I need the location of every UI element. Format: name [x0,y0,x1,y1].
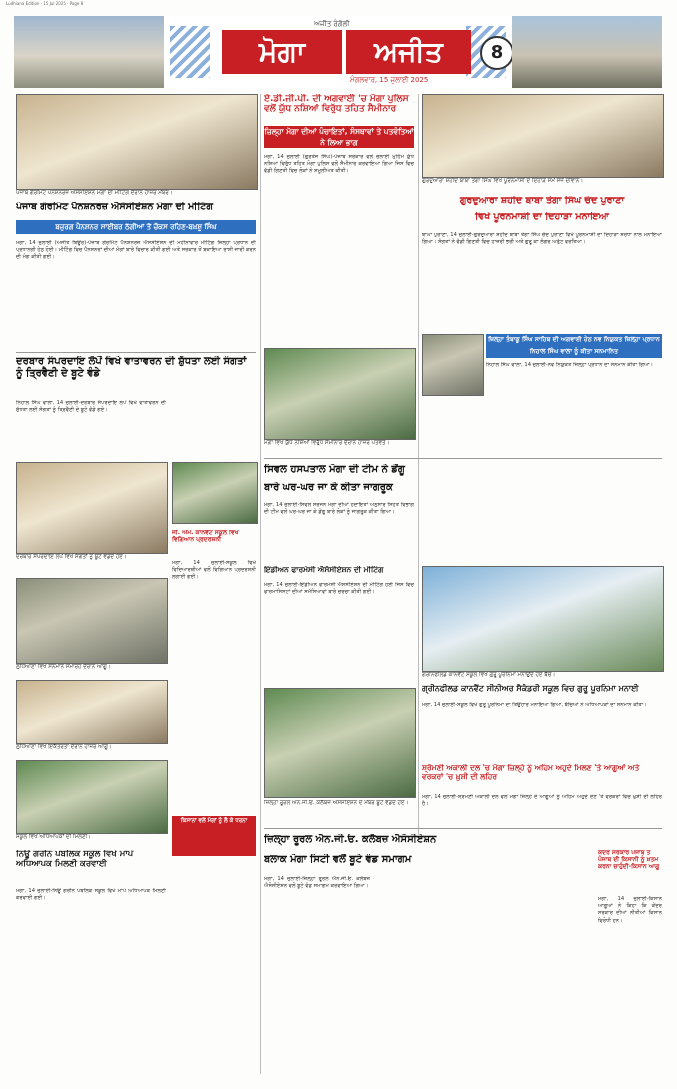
honour-body: ਨਿਹਾਲ ਸਿੰਘ ਵਾਲਾ, 14 ਜੁਲਾਈ-ਨਵ ਨਿਯੁਕਤ ਜ਼ਿਲ੍ਹਾ ਪ੍ਰਧਾਨ ਦਾ ਸਨਮਾਨ ਕੀਤਾ ਗਿਆ। [486,362,654,368]
page-number: 8 [480,36,514,70]
police-seminar-photo-caption: ਮੋਗਾ ਵਿਖੇ ਯੁੱਧ ਨਸ਼ਿਆਂ ਵਿਰੁੱਧ ਸੈਮੀਨਾਰ ਦੌਰਾਨ ਹਾਜ਼ਰ ਪਤਵੰਤੇ। [264,440,390,446]
police-seminar-headline: ਏ.ਡੀ.ਜੀ.ਪੀ. ਦੀ ਅਗਵਾਈ 'ਚ ਮੋਗਾ ਪੁਲਿਸ ਵਲੋਂ ਯੁੱਧ ਨਸ਼ਿਆਂ ਵਿਰੁੱਧ ਤਹਿਤ ਸੈਮੀਨਾਰ [264,94,409,115]
school-headline: ਗ੍ਰੀਨਫੀਲਡ ਕਾਨਵੈਂਟ ਸੀਨੀਅਰ ਸੈਕੰਡਰੀ ਸਕੂਲ ਵਿਚ ਗੁਰੂ ਪੂਰਨਿਮਾ ਮਨਾਈ [422,684,639,693]
column-divider [418,94,419,834]
school-photo [422,566,664,672]
school-body: ਮੋਗਾ, 14 ਜੁਲਾਈ-ਸਕੂਲ ਵਿਖੇ ਗੁਰੂ ਪੂਰਨਿਮਾ ਦਾ ਤਿਉਹਾਰ ਮਨਾਇਆ ਗਿਆ, ਬੱਚਿਆਂ ਨੇ ਅਧਿਆਪਕਾਂ ਦਾ ਸਨਮਾਨ ਕੀਤਾ। [422,702,647,708]
dengue-headline-line1: ਸਿਵਲ ਹਸਪਤਾਲ ਮੋਗਾ ਦੀ ਟੀਮ ਨੇ ਡੇਂਗੂ [264,464,405,475]
decorative-pattern [170,26,210,78]
masthead-photo-left [14,16,164,88]
tree-plantation-photo-caption: ਦਰਬਾਰ ਸੰਪਰਦਾਇ ਲੋਪੋਂ ਵਿਖੇ ਸੰਗਤਾਂ ਨੂੰ ਬੂਟੇ ਵੰਡਦੇ ਹੋਏ। [16,554,127,560]
tree-plantation-body: ਨਿਹਾਲ ਸਿੰਘ ਵਾਲਾ, 14 ਜੁਲਾਈ-ਦਰਬਾਰ ਸੰਪਰਦਾਇ ਲੋਪੋਂ ਵਿਖੇ ਵਾਤਾਵਰਨ ਦੀ ਸ਼ੁੱਧਤਾ ਲਈ ਸੰਗਤਾਂ ਨੂੰ ਤ੍ਰਿਵੈਣੀ ਦੇ ਬੂਟੇ ਵੰਡੇ ਗਏ। [16,400,166,414]
event-photo-1-caption: ਲੁਧਿਆਣਾ ਵਿਖੇ ਸਨਮਾਨ ਸਮਾਰੋਹ ਦੌਰਾਨ ਆਗੂ। [16,664,111,670]
masthead-title-left: ਮੋਗਾ [222,30,342,74]
pharma-headline: ਇੰਡੀਅਨ ਫਾਰਮੇਸੀ ਐਸੋਸੀਏਸ਼ਨ ਦੀ ਮੀਟਿੰਗ [264,566,384,574]
pharma-body: ਮੋਗਾ, 14 ਜੁਲਾਈ-ਇੰਡੀਅਨ ਫਾਰਮੇਸੀ ਐਸੋਸੀਏਸ਼ਨ ਦੀ ਮੀਟਿੰਗ ਹੋਈ ਜਿਸ ਵਿਚ ਫਾਰਮਾਸਿਸਟਾਂ ਦੀਆਂ ਸਮੱਸਿਆਵਾਂ ਬਾਰੇ ਚਰਚਾ ਕੀਤੀ ਗਈ। [264,582,414,596]
police-seminar-subhead: ਜ਼ਿਲ੍ਹਾ ਮੋਗਾ ਦੀਆਂ ਪੰਚਾਇਤਾਂ, ਸੰਸਥਾਵਾਂ ਤੇ ਪਤਵੰਤਿਆਂ ਨੇ ਲਿਆ ਭਾਗ [264,127,414,147]
pensioners-headline: ਪੰਜਾਬ ਗੌਰਮਿੰਟ ਪੈਨਸ਼ਨਰਜ਼ ਐਸੋਸੀਏਸ਼ਨ ਮੋਗਾ ਦੀ ਮੀਟਿੰਗ [16,202,213,212]
tree-plantation-photo-2 [172,462,258,524]
gurdwara-photo [422,94,664,178]
gurdwara-headline-line1: ਗੁਰਦੁਆਰਾ ਸ਼ਹੀਦ ਬਾਬਾ ਤੇਗਾ ਸਿੰਘ ਚੰਦ ਪੁਰਾਣਾ [459,196,625,206]
tree-plantation-photo [16,462,168,554]
event-photo-3-caption: ਸਕੂਲ ਵਿਖੇ ਅਧਿਆਪਕਾਂ ਦੀ ਮਿਲਣੀ। [16,834,91,840]
event-photo-3 [16,760,168,834]
police-seminar-photo [264,348,416,440]
ptm-body: ਮੋਗਾ, 14 ਜੁਲਾਈ-ਨਿਊ ਗਰੀਨ ਪਬਲਿਕ ਸਕੂਲ ਵਿਖੇ ਮਾਪੇ ਅਧਿਆਪਕ ਮਿਲਣੀ ਕਰਵਾਈ ਗਈ। [16,888,166,902]
row-divider [264,828,662,829]
event-photo-2-caption: ਲੁਧਿਆਣਾ ਵਿਖੇ ਇਕੱਤਰਤਾ ਦੌਰਾਨ ਹਾਜ਼ਰ ਆਗੂ। [16,744,112,750]
science-fair-headline: ਜੀ. ਐਮ. ਕਾਨਵੈਂਟ ਸਕੂਲ ਵਿਖੇ ਵਿਗਿਆਨ ਪ੍ਰਦਰਸ਼ਨੀ [172,530,239,543]
row-divider [16,352,256,353]
science-fair-body: ਮੋਗਾ, 14 ਜੁਲਾਈ-ਸਕੂਲ ਵਿਖੇ ਵਿਦਿਆਰਥੀਆਂ ਵਲੋਂ ਵਿਗਿਆਨ ਪ੍ਰਦਰਸ਼ਨੀ ਲਗਾਈ ਗਈ। [172,560,256,581]
masthead-date: ਮੰਗਲਵਾਰ, 15 ਜੁਲਾਈ 2025 [350,76,429,84]
farm-small-headline: ਕਿਸਾਨਾਂ ਵਲੋਂ ਮੰਗਾਂ ਨੂੰ ਲੈ ਕੇ ਧਰਨਾ [172,816,256,856]
union-headline: ਕੇਂਦਰ ਸਰਕਾਰ ਪੰਜਾਬ ਤੇ ਪੰਜਾਬ ਦੀ ਕਿਸਾਨੀ ਨੂੰ ਖ਼ਤਮ ਕਰਨਾ ਚਾਹੁੰਦੀ-ਕਿਸਾਨ ਆਗੂ [598,850,660,870]
tree-plantation-headline: ਦਰਬਾਰ ਸੰਪਰਦਾਇ ਲੋਪੋਂ ਵਿਖੇ ਵਾਤਾਵਰਨ ਦੀ ਸ਼ੁੱਧਤਾ ਲਈ ਸੰਗਤਾਂ ਨੂੰ ਤ੍ਰਿਵੈਣੀ ਦੇ ਬੂਟੇ ਵੰਡੇ [16,356,247,379]
akali-headline: ਸ਼੍ਰੋਮਣੀ ਅਕਾਲੀ ਦਲ 'ਚ ਮੋਗਾ ਜ਼ਿਲ੍ਹੇ ਨੂੰ ਅਹਿਮ ਅਹੁਦੇ ਮਿਲਣ 'ਤੇ ਆਗੂਆਂ ਅਤੇ ਵਰਕਰਾਂ 'ਚ ਖ਼ੁਸ਼ੀ ਦੀ ਲਹਿਰ [422,764,640,781]
masthead-photo-right [512,16,662,88]
masthead-title-right: ਅਜੀਤ [346,30,471,74]
honour-photo [422,334,484,396]
ptm-headline: ਨਿਊ ਗਰੀਨ ਪਬਲਿਕ ਸਕੂਲ ਵਿਖੇ ਮਾਪੇ ਅਧਿਆਪਕ ਮਿਲਣੀ ਕਰਵਾਈ [16,850,134,869]
gurdwara-headline-line2: ਵਿਖੇ ਪੂਰਨਮਾਸ਼ੀ ਦਾ ਦਿਹਾੜਾ ਮਨਾਇਆ [475,212,609,222]
masthead-center [164,16,512,88]
dengue-body: ਮੋਗਾ, 14 ਜੁਲਾਈ-ਸਿਵਲ ਸਰਜਨ ਮੋਗਾ ਦੀਆਂ ਹਦਾਇਤਾਂ ਅਨੁਸਾਰ ਸਿਹਤ ਵਿਭਾਗ ਦੀ ਟੀਮ ਵਲੋਂ ਘਰ-ਘਰ ਜਾ ਕੇ ਡੇਂਗੂ ਬਾਰੇ ਲੋਕਾਂ ਨੂੰ ਜਾਗਰੂਕ ਕੀਤਾ ਗਿਆ। [264,502,414,516]
gurdwara-photo-caption: ਗੁਰਦੁਆਰਾ ਸ਼ਹੀਦ ਬਾਬਾ ਤੇਗਾ ਸਿੰਘ ਵਿਖੇ ਪੂਰਨਮਾਸ਼ੀ ਦੇ ਦਿਹਾੜੇ ਸਮੇਂ ਸਜੇ ਦੀਵਾਨ। [422,178,584,184]
honour-headline: ਜ਼ਿਲ੍ਹਾ ਤੰਬਾਕੂ ਸਿੰਘ ਸਾਹਿਬ ਦੀ ਅਗਵਾਈ ਹੇਠ ਨਵ ਨਿਯੁਕਤ ਜ਼ਿਲ੍ਹਾ ਪ੍ਰਧਾਨ ਨਿਹਾਲ ਸਿੰਘ ਵਾਲਾ ਨੂੰ ਕੀਤਾ ਸਨਮਾਨਿਤ [486,334,662,358]
union-body: ਮੋਗਾ, 14 ਜੁਲਾਈ-ਕਿਸਾਨ ਆਗੂਆਂ ਨੇ ਕਿਹਾ ਕਿ ਕੇਂਦਰ ਸਰਕਾਰ ਦੀਆਂ ਨੀਤੀਆਂ ਕਿਸਾਨ ਵਿਰੋਧੀ ਹਨ। [598,896,662,924]
ngo-photo-caption: ਜ਼ਿਲ੍ਹਾ ਰੂਰਲ ਐਨ.ਜੀ.ਓ. ਕਲੱਬਜ਼ ਐਸੋਸੀਏਸ਼ਨ ਦੇ ਮੈਂਬਰ ਬੂਟੇ ਵੰਡਦੇ ਹੋਏ। [264,800,409,806]
masthead-kicker: ਅਜੀਤ ਰੰਗੋਲੀ [314,20,350,28]
event-photo-2 [16,680,168,744]
ngo-headline-line2: ਬਲਾਕ ਮੋਗਾ ਸਿਟੀ ਵਲੋਂ ਬੂਟੇ ਵੰਡ ਸਮਾਗਮ [264,854,412,865]
pensioners-photo [16,94,258,190]
event-photo-1 [16,578,168,664]
gurdwara-body: ਬਾਘਾ ਪੁਰਾਣਾ, 14 ਜੁਲਾਈ-ਗੁਰਦੁਆਰਾ ਸ਼ਹੀਦ ਬਾਬਾ ਤੇਗਾ ਸਿੰਘ ਚੰਦ ਪੁਰਾਣਾ ਵਿਖੇ ਪੂਰਨਮਾਸ਼ੀ ਦਾ ਦਿਹਾੜਾ ਸ਼ਰਧਾ ਨਾਲ ਮਨਾਇਆ ਗਿਆ। ਸੰਗਤਾਂ ਨੇ ਵੱਡੀ ਗਿਣਤੀ ਵਿਚ ਹਾਜ਼ਰੀ ਭਰੀ ਅਤੇ ਗੁਰੂ ਕਾ ਲੰਗਰ ਅਤੁੱਟ ਵਰਤਿਆ। [422,232,662,246]
ngo-body: ਮੋਗਾ, 14 ਜੁਲਾਈ-ਜ਼ਿਲ੍ਹਾ ਰੂਰਲ ਐਨ.ਜੀ.ਓ. ਕਲੱਬਜ਼ ਐਸੋਸੀਏਸ਼ਨ ਵਲੋਂ ਬੂਟੇ ਵੰਡ ਸਮਾਗਮ ਕਰਵਾਇਆ ਗਿਆ। [264,876,370,890]
print-strip: Ludhiana Edition · 15 Jul 2025 · Page 8 [6,1,84,6]
ngo-photo [264,688,416,798]
row-divider [264,458,662,459]
dengue-headline-line2: ਬਾਰੇ ਘਰ-ਘਰ ਜਾ ਕੇ ਕੀਤਾ ਜਾਗਰੂਕ [264,482,393,493]
police-seminar-body: ਮੋਗਾ, 14 ਜੁਲਾਈ (ਗੁਰਤੇਜ ਸਿੰਘ)-ਪੰਜਾਬ ਸਰਕਾਰ ਵਲੋਂ ਚਲਾਈ ਮੁਹਿੰਮ ਯੁੱਧ ਨਸ਼ਿਆਂ ਵਿਰੁੱਧ ਤਹਿਤ ਮੋਗਾ ਪੁਲਿਸ ਵਲੋਂ ਸੈਮੀਨਾਰ ਕਰਵਾਇਆ ਗਿਆ ਜਿਸ ਵਿਚ ਵੱਡੀ ਗਿਣਤੀ ਵਿਚ ਲੋਕਾਂ ਨੇ ਸ਼ਮੂਲੀਅਤ ਕੀਤੀ। [264,154,414,175]
akali-body: ਮੋਗਾ, 14 ਜੁਲਾਈ-ਸ਼੍ਰੋਮਣੀ ਅਕਾਲੀ ਦਲ ਵਲੋਂ ਮੋਗਾ ਜ਼ਿਲ੍ਹੇ ਦੇ ਆਗੂਆਂ ਨੂੰ ਅਹਿਮ ਅਹੁਦੇ ਦੇਣ 'ਤੇ ਵਰਕਰਾਂ ਵਿਚ ਖ਼ੁਸ਼ੀ ਦੀ ਲਹਿਰ ਹੈ। [422,794,662,808]
column-divider [260,94,261,1074]
ngo-headline-line1: ਜ਼ਿਲ੍ਹਾ ਰੂਰਲ ਐਨ.ਜੀ.ਓ. ਕਲੱਬਜ਼ ਐਸੋਸੀਏਸ਼ਨ [264,834,437,845]
pensioners-photo-caption: ਪੰਜਾਬ ਗੌਰਮਿੰਟ ਪੈਨਸ਼ਨਰਜ਼ ਐਸੋਸੀਏਸ਼ਨ ਮੋਗਾ ਦੀ ਮੀਟਿੰਗ ਦੌਰਾਨ ਹਾਜ਼ਰ ਮੈਂਬਰ। [16,190,173,196]
pensioners-body: ਮੋਗਾ, 14 ਜੁਲਾਈ (ਅਜੀਤ ਬਿਊਰੋ)-ਪੰਜਾਬ ਗੌਰਮਿੰਟ ਪੈਨਸ਼ਨਰਜ਼ ਐਸੋਸੀਏਸ਼ਨ ਦੀ ਮਹੀਨਾਵਾਰ ਮੀਟਿੰਗ ਜ਼ਿਲ੍ਹਾ ਪ੍ਰਧਾਨ ਦੀ ਪ੍ਰਧਾਨਗੀ ਹੇਠ ਹੋਈ। ਮੀਟਿੰਗ ਵਿਚ ਪੈਨਸ਼ਨਰਾਂ ਦੀਆਂ ਮੰਗਾਂ ਬਾਰੇ ਵਿਚਾਰ ਕੀਤੀ ਗਈ ਅਤੇ ਸਰਕਾਰ ਤੋਂ ਬਕਾਇਆ ਰਾਸ਼ੀ ਜਾਰੀ ਕਰਨ ਦੀ ਮੰਗ ਕੀਤੀ ਗਈ। [16,240,256,261]
pensioners-subhead: ਬਜ਼ੁਰਗ ਪੈਨਸ਼ਨਰ ਸਾਈਬਰ ਠੱਗੀਆਂ ਤੋਂ ਚੌਕਸ ਰਹਿਣ-ਬਖ਼ਸ਼ੂ ਸਿੰਘ [16,220,256,234]
masthead [14,16,662,88]
school-photo-caption: ਗਰੀਨਫੀਲਡ ਕਾਨਵੈਂਟ ਸਕੂਲ ਵਿਖੇ ਗੁਰੂ ਪੂਰਨਿਮਾ ਮਨਾਉਂਦੇ ਹੋਏ ਬੱਚੇ। [422,672,556,678]
